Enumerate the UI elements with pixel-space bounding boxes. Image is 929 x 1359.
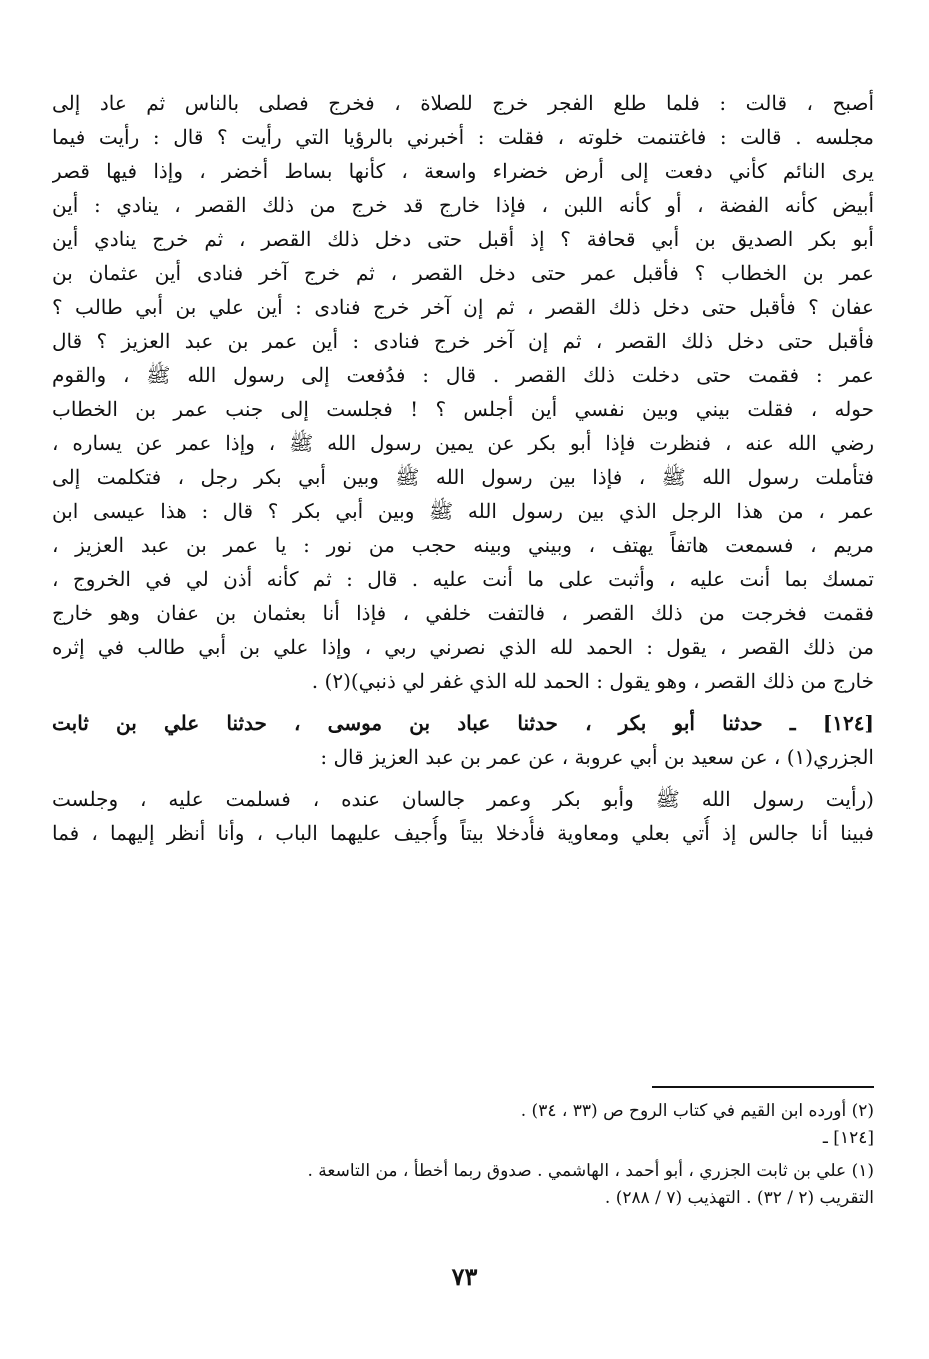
- text-line: تمسك بما أنت عليه ، وأثبت على ما أنت عليه . قال : ثم كأنه أذن لي في الخروج ،: [52, 567, 874, 591]
- hadith-124-quote-line: فبينا أنا جالس إذ أُتي بعلي ومعاوية فأُدخلا بيتاً وأُجيف عليهما الباب ، وأنا أنظر إليهما ، فما: [52, 821, 874, 845]
- text-line: أبو بكر الصديق بن أبي قحافة ؟ إذ أقبل حتى دخل ذلك القصر ، ثم خرج ينادي أين: [52, 227, 874, 251]
- hadith-124-heading: [١٢٤] ـ حدثنا أبو بكر ، حدثنا عباد بن موسى ، حدثنا علي بن ثابت: [52, 711, 874, 735]
- text-line: فقمت فخرجت من ذلك القصر ، فالتفت خلفي ، فإذا أنا بعثمان بن عفان وهو خارج: [52, 601, 874, 625]
- text-line: فأقبل حتى دخل ذلك القصر ، ثم إن آخر خرج فنادى : أين عمر بن عبد العزيز ؟ قال: [52, 329, 874, 353]
- text-line: عمر ، من هذا الرجل الذي بين رسول الله ﷺ وبين أبي بكر ؟ قال : هذا عيسى ابن: [52, 499, 874, 523]
- text-line: من ذلك القصر ، يقول : الحمد لله الذي نصرني ربي ، وإذا علي بن أبي طالب في إثره: [52, 635, 874, 659]
- hadith-124-quote-line: (رأيت رسول الله ﷺ وأبو بكر وعمر جالسان عنده ، فسلمت عليه ، وجلست: [52, 787, 874, 811]
- main-text-block: [52, 86, 874, 850]
- text-line: عمر : فقمت حتى دخلت ذلك القصر . قال : فدُفعت إلى رسول الله ﷺ ، والقوم: [52, 363, 874, 387]
- page-number: ٧٣: [451, 1262, 478, 1291]
- text-line: عفان ؟ فأقبل حتى دخل ذلك القصر ، ثم إن آخر خرج فنادى : أين علي بن أبي طالب ؟: [52, 295, 874, 319]
- footnote-1-continued: التقريب (٢ / ٣٢) . التهذيب (٧ / ٢٨٨) .: [604, 1188, 874, 1208]
- text-line: يرى النائم كأني دفعت إلى أرض خضراء واسعة ، كأنها بساط أخضر ، وإذا فيها قصر: [52, 159, 874, 183]
- footnote-separator: [652, 1086, 874, 1088]
- hadith-124-isnad: الجزري(١) ، عن سعيد بن أبي عروبة ، عن عمر بن عبد العزيز قال :: [320, 745, 874, 769]
- footnote-1: (١) علي بن ثابت الجزري ، أبو أحمد ، الهاشمي . صدوق ربما أخطأ ، من التاسعة .: [307, 1161, 874, 1181]
- text-line: مجلسه . قالت : فاغتنمت خلوته ، فقلت : أخبرني بالرؤيا التي رأيت ؟ قال : رأيت فيما: [52, 125, 874, 149]
- text-line: فتأملت رسول الله ﷺ ، فإذا بين رسول الله ﷺ وبين أبي بكر رجل ، فتكلمت إلى: [52, 465, 874, 489]
- text-line: خارج من ذلك القصر ، وهو يقول : الحمد لله الذي غفر لي ذنبي)(٢) .: [311, 669, 874, 693]
- footnote-2: (٢) أورده ابن القيم في كتاب الروح ص (٣٣ ، ٣٤) .: [520, 1101, 874, 1121]
- text-line: مريم ، فسمعت هاتفاً يهتف ، وبيني وبينه حجب من نور : يا عمر بن عبد العزيز ،: [52, 533, 874, 557]
- text-line: حوله ، فقلت بيني وبين نفسي أين أجلس ؟ ! فجلست إلى جنب عمر بن الخطاب: [52, 397, 874, 421]
- text-line: أبيض كأنه الفضة ، أو كأنه اللبن ، فإذا خارج قد خرج من ذلك القصر ، ينادي : أين: [52, 193, 874, 217]
- text-line: رضي الله عنه ، فنظرت فإذا أبو بكر عن يمين رسول الله ﷺ ، وإذا عمر عن يساره ،: [52, 431, 874, 455]
- footnotes-block: [52, 1098, 874, 1212]
- text-line: عمر بن الخطاب ؟ فأقبل عمر حتى دخل القصر ، ثم خرج آخر فنادى أين عثمان بن: [52, 261, 874, 285]
- text-line: أصبح ، قالت : فلما طلع الفجر خرج للصلاة ، فخرج فصلى بالناس ثم عاد إلى: [52, 91, 874, 115]
- footnote-ref-124: [١٢٤] ـ: [822, 1128, 874, 1148]
